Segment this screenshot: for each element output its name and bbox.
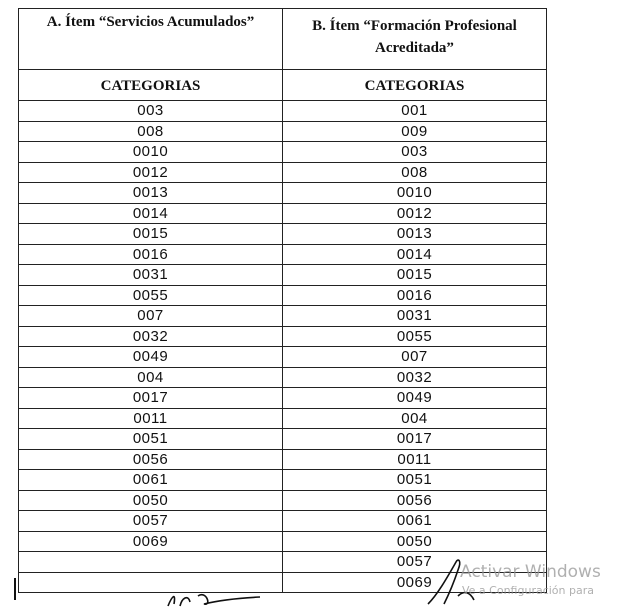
category-cell-b: 003 [283,142,547,163]
category-cell-b: 0050 [283,531,547,552]
table-row [19,203,547,224]
category-cell-a: 003 [19,101,283,122]
category-cell-b: 0069 [283,572,547,593]
category-cell-a [19,552,283,573]
category-cell-b: 0014 [283,244,547,265]
table-row [19,121,547,142]
table-header-row [19,9,547,70]
table-row [19,244,547,265]
category-cell-a: 0015 [19,224,283,245]
category-cell-b: 007 [283,347,547,368]
table-row [19,306,547,327]
category-cell-b: 004 [283,408,547,429]
table-row [19,347,547,368]
category-cell-a: 0055 [19,285,283,306]
category-cell-a: 0051 [19,429,283,450]
category-cell-b: 0011 [283,449,547,470]
table-row [19,511,547,532]
subheader-categorias-a: CATEGORIAS [19,70,283,101]
category-cell-b: 0055 [283,326,547,347]
signature-left [160,588,280,608]
header-servicios-acumulados: A. Ítem “Servicios Acumulados” [19,9,283,70]
header-formacion-profesional: B. Ítem “Formación Profesional Acreditada” [283,9,547,70]
table-row [19,367,547,388]
table-row [19,449,547,470]
table-row [19,265,547,286]
category-cell-a: 0011 [19,408,283,429]
category-cell-a: 008 [19,121,283,142]
category-cell-a: 0014 [19,203,283,224]
category-cell-a: 0012 [19,162,283,183]
category-cell-b: 0012 [283,203,547,224]
category-cell-b: 0056 [283,490,547,511]
table-row [19,183,547,204]
category-cell-a: 0056 [19,449,283,470]
category-cell-b: 008 [283,162,547,183]
category-cell-b: 0049 [283,388,547,409]
category-cell-b: 0010 [283,183,547,204]
table-row [19,285,547,306]
category-cell-a: 0057 [19,511,283,532]
watermark-subtitle: Ve a Configuración para [462,584,594,597]
table-row [19,142,547,163]
categories-table [18,8,547,593]
table-row [19,388,547,409]
category-cell-a: 0061 [19,470,283,491]
category-cell-b: 0017 [283,429,547,450]
table-row [19,490,547,511]
category-cell-a: 0050 [19,490,283,511]
table-row [19,101,547,122]
category-cell-b: 0057 [283,552,547,573]
subheader-categorias-b: CATEGORIAS [283,70,547,101]
category-cell-a: 0013 [19,183,283,204]
table-row [19,326,547,347]
table-row [19,408,547,429]
category-cell-b: 0032 [283,367,547,388]
category-cell-a: 0017 [19,388,283,409]
category-cell-a: 004 [19,367,283,388]
category-cell-a: 0010 [19,142,283,163]
table-body [19,101,547,593]
signature-right [418,556,488,606]
category-cell-a: 0049 [19,347,283,368]
category-cell-b: 009 [283,121,547,142]
category-cell-a: 007 [19,306,283,327]
category-cell-a: 0016 [19,244,283,265]
table-subheader-row [19,70,547,101]
table-row [19,224,547,245]
table-row [19,531,547,552]
page-margin-bracket [10,578,16,600]
category-cell-b: 0013 [283,224,547,245]
watermark-title: Activar Windows [460,562,601,582]
table-row [19,470,547,491]
category-cell-b: 001 [283,101,547,122]
category-cell-b: 0031 [283,306,547,327]
category-cell-b: 0051 [283,470,547,491]
table-row [19,429,547,450]
category-cell-b: 0015 [283,265,547,286]
category-cell-a: 0069 [19,531,283,552]
category-cell-a: 0031 [19,265,283,286]
category-cell-a: 0032 [19,326,283,347]
category-cell-b: 0061 [283,511,547,532]
category-cell-b: 0016 [283,285,547,306]
table-row [19,162,547,183]
